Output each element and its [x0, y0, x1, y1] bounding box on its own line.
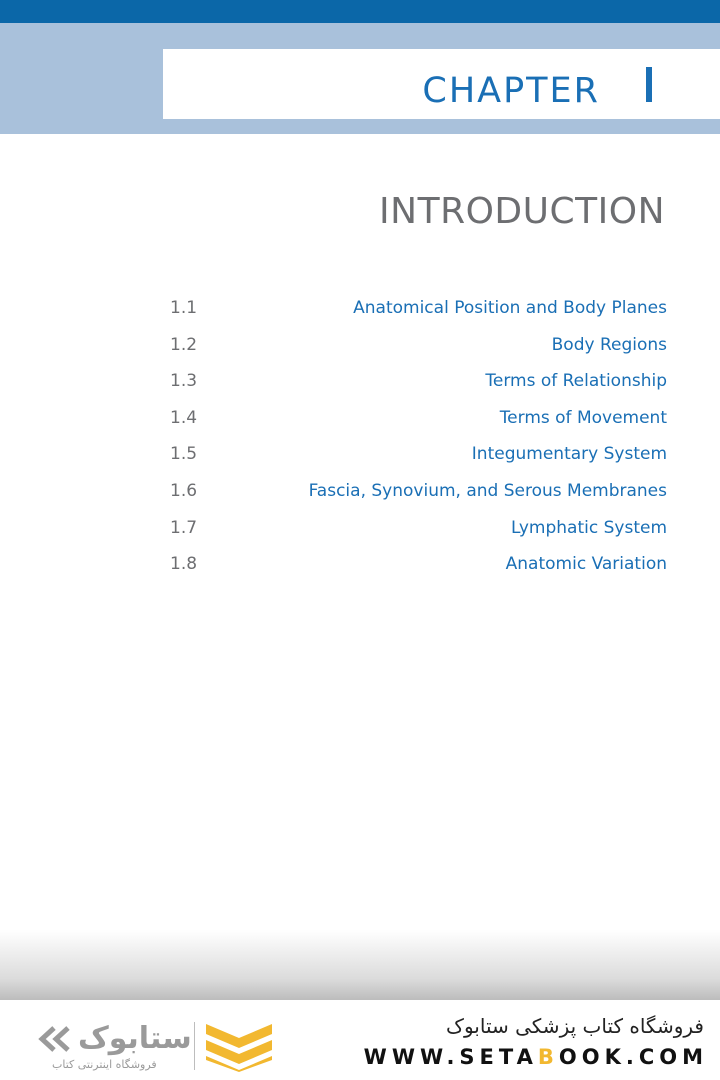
section-title: INTRODUCTION	[379, 191, 665, 232]
toc-item[interactable]	[0, 511, 720, 547]
toc-item-link[interactable]: Body Regions	[551, 335, 667, 355]
toc-item[interactable]	[0, 401, 720, 437]
toc-item-link[interactable]: Terms of Relationship	[485, 371, 667, 391]
toc-item[interactable]	[0, 328, 720, 364]
toc-item-number: 1.3	[170, 371, 198, 391]
chapter-number	[646, 67, 652, 102]
store-url-part2: OOK.COM	[558, 1045, 708, 1069]
toc-item-link[interactable]: Terms of Movement	[499, 408, 667, 428]
chapter-label: CHAPTER	[422, 71, 600, 111]
toc-item-link[interactable]: Fascia, Synovium, and Serous Membranes	[308, 481, 667, 501]
toc-item-link[interactable]: Anatomic Variation	[505, 554, 667, 574]
store-name: فروشگاه کتاب پزشکی ستابوک	[446, 1014, 704, 1038]
toc-item[interactable]	[0, 547, 720, 583]
logo-divider	[194, 1022, 195, 1070]
store-url-accent: B	[537, 1045, 559, 1069]
toc-item-number: 1.6	[170, 481, 198, 501]
logo-wordmark: ستابوک	[78, 1021, 192, 1056]
toc-item-number: 1.2	[170, 335, 198, 355]
toc-item-number: 1.1	[170, 298, 198, 318]
toc-item[interactable]	[0, 364, 720, 400]
page-bottom-shadow	[0, 930, 720, 1000]
toc-item-number: 1.8	[170, 554, 198, 574]
toc-item[interactable]	[0, 291, 720, 327]
chevron-stack-icon	[204, 1020, 274, 1072]
header-top-bar	[0, 0, 720, 23]
toc-item[interactable]	[0, 474, 720, 510]
double-chevron-icon	[36, 1024, 76, 1054]
toc-item-number: 1.7	[170, 518, 198, 538]
toc-item-number: 1.4	[170, 408, 198, 428]
toc-item[interactable]	[0, 437, 720, 473]
store-url[interactable]	[364, 1043, 708, 1071]
toc-item-link[interactable]: Integumentary System	[471, 444, 667, 464]
store-url-part1: WWW.SETA	[363, 1045, 538, 1069]
toc-item-number: 1.5	[170, 444, 198, 464]
toc-item-link[interactable]: Lymphatic System	[510, 518, 667, 538]
logo-subtext: فروشگاه اینترنتی کتاب	[52, 1058, 157, 1071]
toc-item-link[interactable]: Anatomical Position and Body Planes	[353, 298, 667, 318]
